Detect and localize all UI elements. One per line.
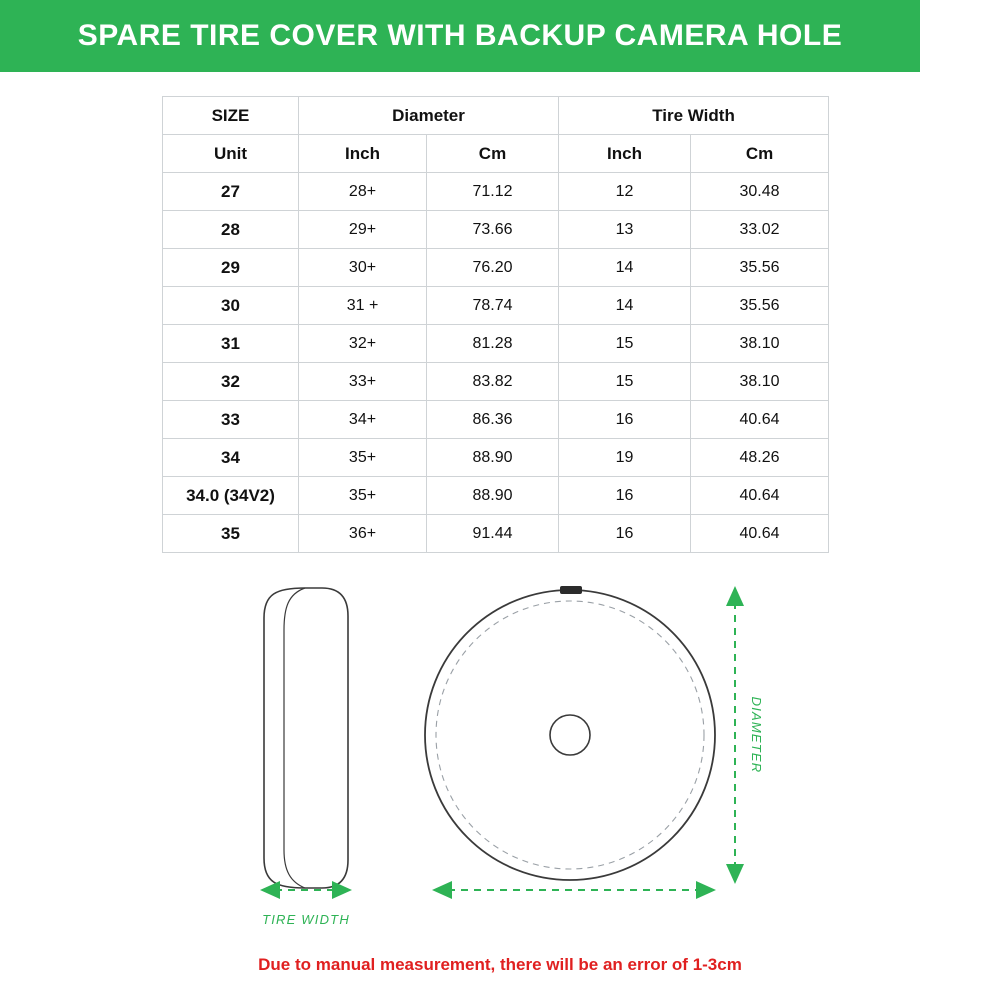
cell-width-cm: 38.10 [691,363,829,401]
cell-width-cm: 30.48 [691,173,829,211]
measurement-disclaimer: Due to manual measurement, there will be an error of 1-3cm [258,955,742,974]
cell-diameter-inch: 34+ [299,401,427,439]
cell-width-cm: 35.56 [691,249,829,287]
header-width-cm: Cm [691,135,829,173]
camera-hole-icon [550,715,590,755]
cell-diameter-cm: 88.90 [427,477,559,515]
product-diagram [0,550,1000,950]
table-row [163,211,829,249]
table-row [163,477,829,515]
cell-diameter-cm: 81.28 [427,325,559,363]
cell-diameter-inch: 35+ [299,439,427,477]
cell-unit: 29 [163,249,299,287]
circle-width-dimension-arrow [432,881,716,899]
cell-width-inch: 13 [559,211,691,249]
size-chart-table [162,96,828,553]
size-table [162,96,829,553]
table-row [163,325,829,363]
valve-tab-icon [560,586,582,594]
cell-unit: 31 [163,325,299,363]
table-sub-header-row [163,135,829,173]
header-banner [0,0,920,72]
table-row [163,249,829,287]
cell-width-cm: 40.64 [691,515,829,553]
cell-unit: 34.0 (34V2) [163,477,299,515]
cell-diameter-inch: 33+ [299,363,427,401]
header-diameter-cm: Cm [427,135,559,173]
header-diameter-inch: Inch [299,135,427,173]
cell-width-cm: 48.26 [691,439,829,477]
cell-diameter-inch: 35+ [299,477,427,515]
diameter-label: DIAMETER [749,696,764,774]
cell-unit: 27 [163,173,299,211]
cell-diameter-inch: 31 + [299,287,427,325]
cell-diameter-cm: 78.74 [427,287,559,325]
cell-width-inch: 15 [559,325,691,363]
table-group-header-row [163,97,829,135]
cell-width-cm: 40.64 [691,477,829,515]
cell-width-inch: 14 [559,287,691,325]
cell-width-inch: 19 [559,439,691,477]
cell-diameter-cm: 71.12 [427,173,559,211]
front-view-shape [425,586,715,880]
cell-width-cm: 38.10 [691,325,829,363]
side-view-shape [264,588,348,888]
cell-width-inch: 15 [559,363,691,401]
table-row [163,439,829,477]
cell-width-inch: 16 [559,401,691,439]
table-row [163,363,829,401]
cell-diameter-cm: 73.66 [427,211,559,249]
cell-width-inch: 14 [559,249,691,287]
cell-width-cm: 40.64 [691,401,829,439]
tire-width-label: TIRE WIDTH [262,912,350,927]
header-size: SIZE [163,97,299,135]
cell-diameter-cm: 83.82 [427,363,559,401]
cell-diameter-cm: 76.20 [427,249,559,287]
cell-unit: 35 [163,515,299,553]
cell-unit: 30 [163,287,299,325]
page-title: SPARE TIRE COVER WITH BACKUP CAMERA HOLE [77,19,843,52]
cell-unit: 34 [163,439,299,477]
table-row [163,287,829,325]
cell-width-inch: 12 [559,173,691,211]
table-row [163,401,829,439]
cell-diameter-inch: 30+ [299,249,427,287]
cell-unit: 32 [163,363,299,401]
cell-unit: 33 [163,401,299,439]
cell-diameter-inch: 28+ [299,173,427,211]
header-tire-width: Tire Width [559,97,829,135]
header-diameter: Diameter [299,97,559,135]
header-width-inch: Inch [559,135,691,173]
cell-diameter-inch: 36+ [299,515,427,553]
cell-diameter-cm: 91.44 [427,515,559,553]
cell-diameter-inch: 29+ [299,211,427,249]
cell-width-cm: 35.56 [691,287,829,325]
cell-diameter-cm: 88.90 [427,439,559,477]
table-row [163,173,829,211]
table-row [163,515,829,553]
cell-unit: 28 [163,211,299,249]
cell-diameter-cm: 86.36 [427,401,559,439]
header-unit: Unit [163,135,299,173]
cell-diameter-inch: 32+ [299,325,427,363]
cell-width-inch: 16 [559,477,691,515]
diameter-dimension-arrow [726,586,764,884]
cell-width-cm: 33.02 [691,211,829,249]
cell-width-inch: 16 [559,515,691,553]
